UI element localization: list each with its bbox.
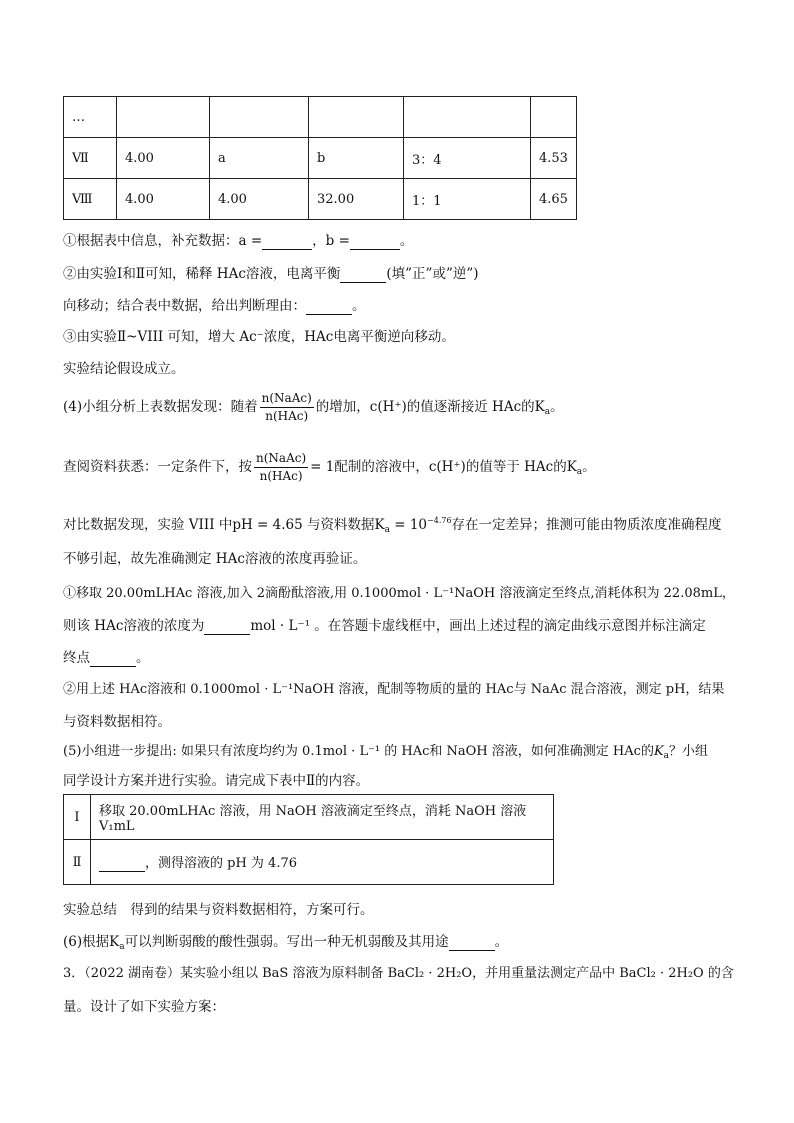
question-line	[63, 229, 413, 250]
table-cell	[117, 97, 210, 138]
text: 。	[352, 298, 366, 314]
text: ，b =	[312, 233, 350, 249]
fraction-denominator: n(HAc)	[265, 409, 309, 423]
fraction-numerator: n(NaAc)	[254, 450, 308, 468]
table-cell: 4.00	[210, 179, 309, 220]
text: 查阅资料获悉：一定条件下，按	[63, 459, 252, 475]
subscript: a	[663, 751, 670, 761]
answer-blank	[90, 650, 136, 667]
question-line: 不够引起，故先准确测定 HAc溶液的浓度再验证。	[63, 551, 367, 567]
table-cell: 1：1	[404, 179, 531, 220]
question-line: 3．（2022 湖南卷）某实验小组以 BaS 溶液为原料制备 BaCl₂ · 2H₂O，并用重量法测定产品中 BaCl₂ · 2H₂O 的含	[63, 966, 734, 981]
fraction-denominator: n(HAc)	[259, 469, 303, 483]
text: 对比数据发现，实验 VIII 中pH = 4.65 与资料数据K	[63, 517, 385, 533]
text: K	[653, 744, 664, 759]
superscript: −4.76	[427, 516, 452, 525]
table-row	[64, 795, 554, 840]
table-cell: 3：4	[404, 138, 531, 179]
subscript: a	[544, 407, 551, 417]
answer-blank	[262, 233, 312, 250]
table-cell: 32.00	[309, 179, 404, 220]
question-line: ③由实验Ⅱ~VIII 可知，增大 Ac⁻浓度，HAc电离平衡逆向移动。	[63, 329, 455, 345]
question-line	[63, 294, 366, 315]
answer-blank	[449, 934, 495, 951]
question-line	[63, 262, 479, 283]
text: (5)小组进一步提出: 如果只有浓度均约为 0.1mol · L⁻¹ 的 HAc和 NaOH 溶液，如何准确测定 HAc的	[63, 744, 654, 759]
plan-table	[63, 794, 554, 885]
text: 则该 HAc溶液的浓度为	[63, 618, 205, 634]
table-row	[64, 840, 554, 885]
question-line	[63, 390, 564, 425]
question-line	[63, 513, 722, 535]
text: 。	[582, 459, 596, 475]
question-line	[63, 614, 706, 635]
table-cell	[404, 97, 531, 138]
question-line: 同学设计方案并进行实验。请完成下表中Ⅱ的内容。	[63, 773, 370, 789]
fraction	[254, 450, 308, 485]
question-line	[63, 646, 150, 667]
text: (4)小组分析上表数据发现：随着	[63, 399, 258, 415]
text: 。	[399, 233, 414, 249]
question-line	[63, 930, 508, 952]
table-cell: 4.00	[117, 138, 210, 179]
subscript: a	[119, 942, 125, 952]
question-line: 与资料数据相符。	[63, 714, 171, 730]
text: ①根据表中信息，补充数据：a =	[63, 233, 263, 249]
text: ，测得溶液的 pH 为 4.76	[145, 856, 298, 871]
answer-blank	[99, 856, 145, 872]
question-line: 实验总结 得到的结果与资料数据相符，方案可行。	[63, 902, 374, 918]
question-line: 量。设计了如下实验方案：	[63, 999, 225, 1015]
table-row	[64, 138, 577, 179]
subscript: a	[576, 467, 583, 477]
question-line: ①移取 20.00mLHAc 溶液,加入 2滴酚酞溶液,用 0.1000mol · L⁻¹NaOH 溶液滴定至终点,消耗体积为 22.08mL，	[63, 586, 735, 601]
question-line	[63, 740, 708, 761]
text: 终点	[63, 650, 90, 666]
answer-blank	[306, 298, 352, 315]
text: (填”正”或”逆”)	[386, 266, 479, 282]
data-table	[63, 96, 577, 220]
text: (6)根据K	[63, 934, 120, 950]
fraction-numerator: n(NaAc)	[260, 390, 314, 408]
text: = 1配制的溶液中，c(H⁺)的值等于 HAc的K	[310, 459, 577, 475]
table-cell	[309, 97, 404, 138]
text: ？小组	[669, 744, 709, 759]
table-cell	[210, 97, 309, 138]
fraction	[260, 390, 314, 425]
table-cell	[531, 97, 577, 138]
answer-blank	[350, 233, 400, 250]
table-cell: 4.53	[531, 138, 577, 179]
text: 。	[494, 934, 509, 950]
table-row	[64, 97, 577, 138]
table-cell: 4.00	[117, 179, 210, 220]
table-cell: Ⅶ	[64, 138, 117, 179]
table-cell: …	[64, 97, 117, 138]
table-row	[64, 179, 577, 220]
table-cell: Ⅱ	[64, 840, 91, 885]
table-cell: 4.65	[531, 179, 577, 220]
text: 的增加，c(H⁺)的值逐渐接近 HAc的K	[315, 399, 545, 415]
table-cell: Ⅷ	[64, 179, 117, 220]
question-line	[63, 450, 596, 485]
question-line: ②用上述 HAc溶液和 0.1000mol · L⁻¹NaOH 溶液，配制等物质的量的 HAc与 NaAc 混合溶液，测定 pH，结果	[63, 682, 725, 697]
text: = 10	[389, 517, 428, 533]
text: 。	[550, 399, 564, 415]
table-cell: 移取 20.00mLHAc 溶液，用 NaOH 溶液滴定至终点，消耗 NaOH 溶液 V₁mL	[91, 795, 554, 840]
text: 可以判断弱酸的酸性强弱。写出一种无机弱酸及其用途	[124, 934, 449, 950]
answer-blank	[204, 618, 250, 635]
question-line: 实验结论假设成立。	[63, 361, 185, 377]
text: 存在一定差异；推测可能由物质浓度准确程度	[451, 517, 722, 533]
text: 向移动；结合表中数据，给出判断理由：	[63, 298, 306, 314]
text: 。	[136, 650, 150, 666]
table-cell: a	[210, 138, 309, 179]
table-cell: b	[309, 138, 404, 179]
text: ②由实验Ⅰ和Ⅱ可知，稀释 HAc溶液，电离平衡	[63, 266, 341, 282]
table-cell: Ⅰ	[64, 795, 91, 840]
text: mol · L⁻¹ 。在答题卡虚线框中，画出上述过程的滴定曲线示意图并标注滴定	[250, 618, 706, 634]
subscript: a	[384, 525, 390, 535]
answer-blank	[340, 266, 386, 283]
table-cell	[91, 840, 554, 885]
